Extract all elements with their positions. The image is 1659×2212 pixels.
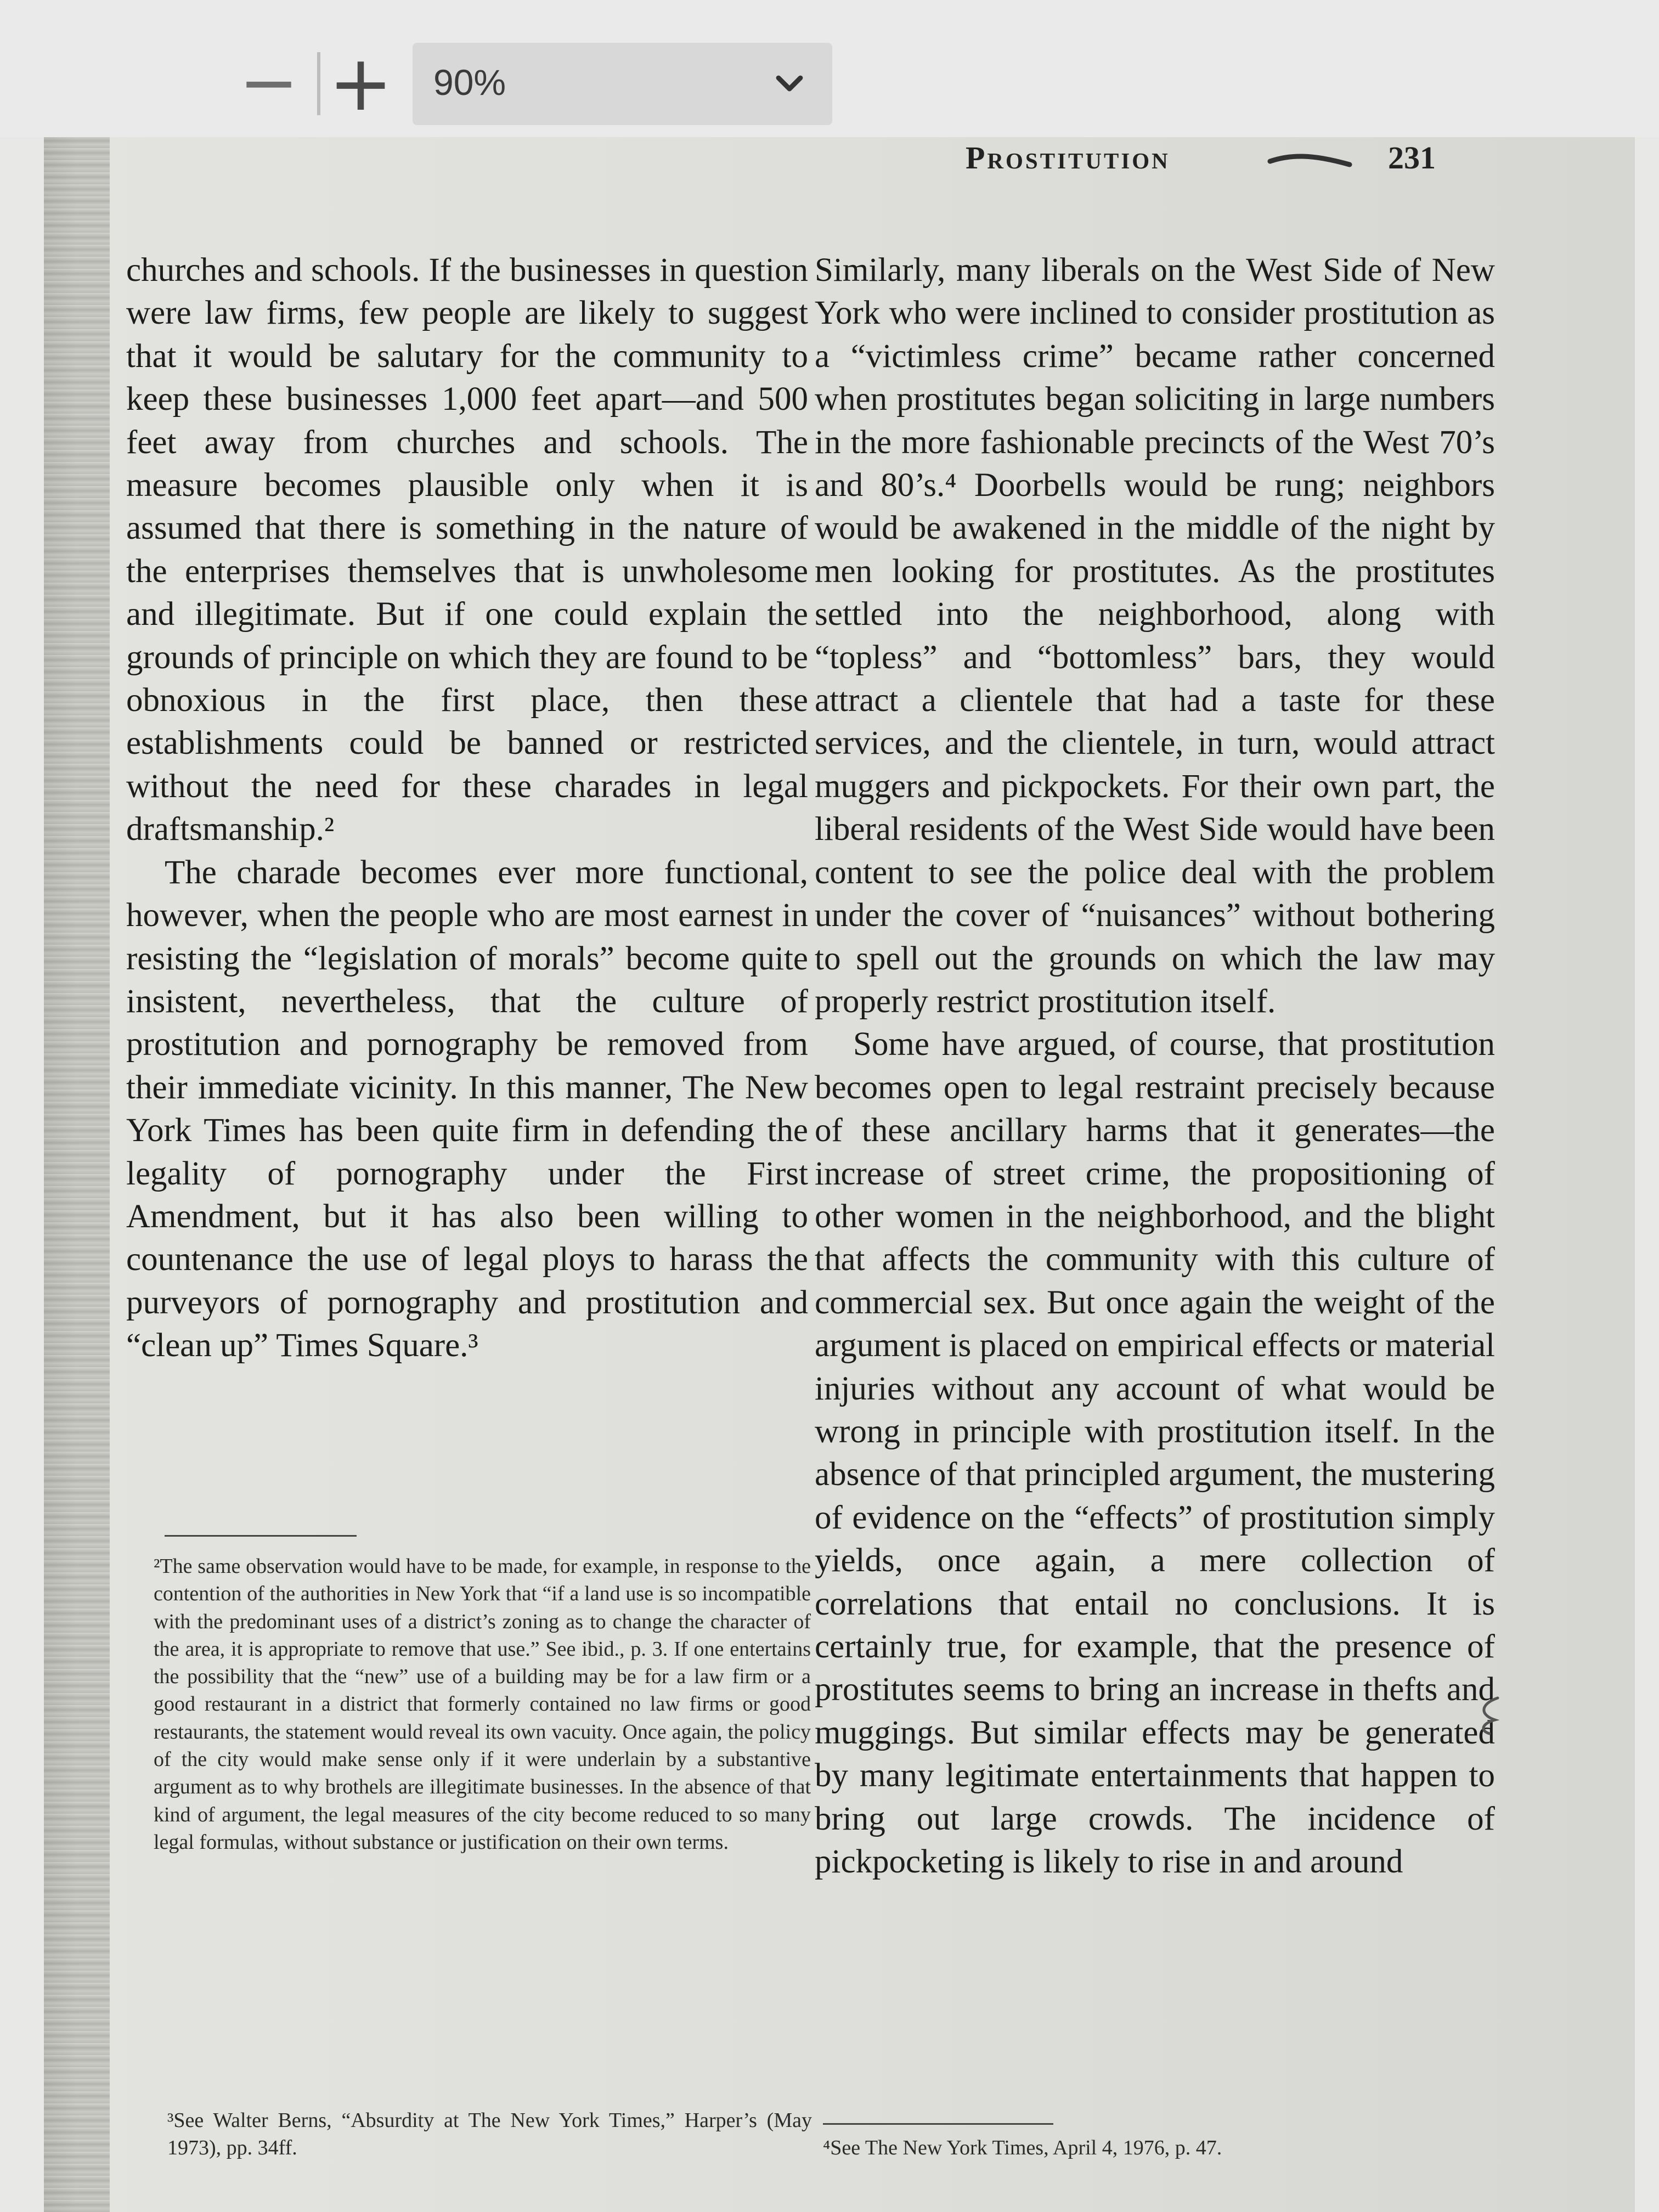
pen-arrow-mark bbox=[1267, 149, 1355, 171]
zoom-in-button[interactable]: + bbox=[328, 38, 393, 128]
footnote-3: ³See Walter Berns, “Absurdity at The New York Times,” Harper’s (May 1973), pp. 34ff. bbox=[167, 2109, 812, 2160]
document-page bbox=[44, 137, 1635, 2212]
page-number: 231 bbox=[1388, 140, 1436, 176]
running-head: Prostitution bbox=[966, 140, 1170, 176]
paragraph: Some have argued, of course, that prostitution becomes open to legal restraint precisely because of these ancillary harms that it generates—the increase of street crime, the propositioning of other women in the neighborhood, and the blight that affects the community with this culture of commercial sex. But once again the weight of the argument is placed on empirical effects or material injuries without any account of what would be wrong in principle with prostitution itself. In the absence of that principled argument, the mustering of evidence on the “effects” of prostitution simply yields, once again, a mere collection of correlations that entail no conclusions. It is certainly true, for example, that the presence of prostitutes seems to bring an increase in thefts and muggings. But similar effects may be generated by many legitimate entertainments that happen to bring out large crowds. The incidence of pickpocketing is likely to rise in and around bbox=[815, 1026, 1495, 1881]
chevron-down-icon bbox=[773, 67, 806, 100]
right-column-text bbox=[815, 249, 1495, 1883]
footnote-2: ²The same observation would have to be made, for example, in response to the contention of the authorities in New York that “if a land use is so incompatible with the predominant uses of a district’s zoning as to change the character of the area, it is appropriate to remove that use.” See ibid., p. 3. If one entertains the possibility that the “new” use of a building may be for a law firm or a good restaurant in a district that formerly contained no law firms or good restaurants, the statement would reveal its own vacuity. Once again, the policy of the city would make sense only if it were underlain by a substantive argument as to why brothels are illegitimate businesses. In the absence of that kind of argument, the legal measures of the city become reduced to so many legal formulas, without substance or justification on their own terms. bbox=[154, 1555, 811, 1854]
footnote-4: ⁴See The New York Times, April 4, 1976, p. 47. bbox=[823, 2136, 1222, 2159]
zoom-level-value: 90% bbox=[433, 62, 506, 103]
zoom-out-button[interactable]: − bbox=[239, 41, 299, 124]
toolbar-divider bbox=[317, 52, 320, 115]
footnote-rule bbox=[165, 1535, 357, 1537]
paragraph: churches and schools. If the businesses in question were law firms, few people are likely to suggest that it would be salutary for the community to keep these businesses 1,000 feet apart—and 500 feet away from churches and schools. The measure becomes plausible only when it is assumed that there is something in the nature of the enterprises themselves that is unwholesome and illegitimate. But if one could explain the grounds of principle on which they are found to be obnoxious in the first place, then these establishments could be banned or restricted without the need for these charades in legal draftsmanship.² bbox=[126, 252, 808, 848]
handwritten-margin-mark bbox=[1465, 1690, 1514, 1739]
scan-edge-shadow bbox=[44, 137, 110, 2212]
pdf-toolbar bbox=[0, 0, 1659, 137]
footnote-rule bbox=[823, 2123, 1053, 2125]
paragraph: Similarly, many liberals on the West Side of New York who were inclined to consider prostitution as a “victimless crime” became rather concerned when prostitutes began soliciting in large numbers in the more fashionable precincts of the West 70’s and 80’s.⁴ Doorbells would be rung; neighbors would be awakened in the middle of the night by men looking for prostitutes. As the prostitutes settled into the neighborhood, along with “topless” and “bottomless” bars, they would attract a clientele that had a taste for these services, and the clientele, in turn, would attract muggers and pickpockets. For their own part, the liberal residents of the West Side would have been content to see the police deal with the problem under the cover of “nuisances” without bothering to spell out the grounds on which the law may properly restrict prostitution itself. bbox=[815, 252, 1495, 1020]
zoom-level-dropdown[interactable] bbox=[413, 43, 832, 125]
left-column-text bbox=[126, 249, 808, 1368]
paragraph: The charade becomes ever more functional, however, when the people who are most earnest in resisting the “legislation of morals” become quite insistent, nevertheless, that the culture of prostitution and pornography be removed from their immediate vicinity. In this manner, The New York Times has been quite firm in defending the legality of pornography under the First Amendment, but it has also been willing to countenance the use of legal ploys to harass the purveyors of pornography and prostitution and “clean up” Times Square.³ bbox=[126, 854, 808, 1364]
